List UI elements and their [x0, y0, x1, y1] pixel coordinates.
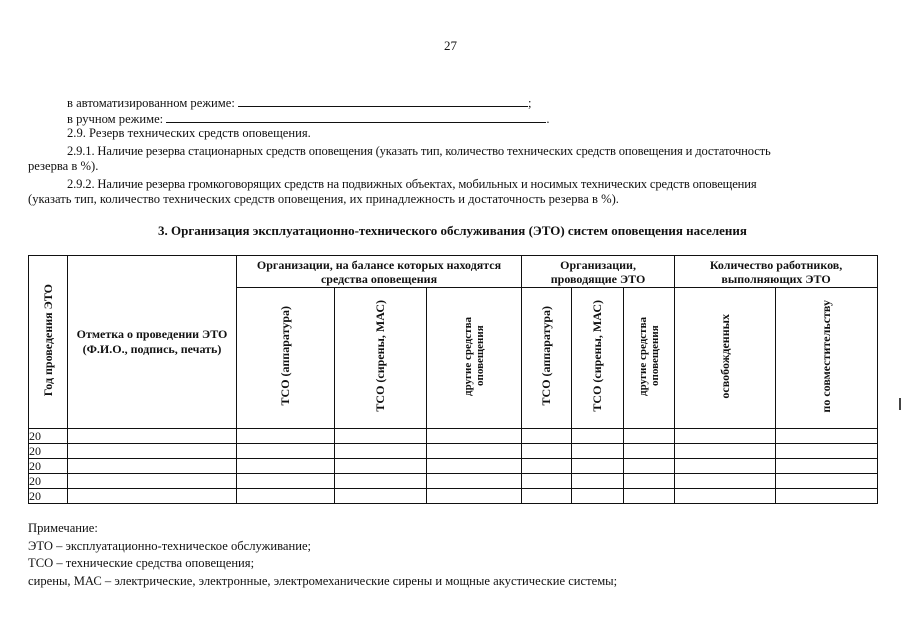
data-cell[interactable] [335, 459, 427, 474]
table-row [29, 459, 878, 474]
data-cell[interactable] [335, 489, 427, 504]
data-cell[interactable] [237, 429, 335, 444]
header-group-eto: Организации, проводящие ЭТО [522, 256, 675, 288]
data-cell[interactable] [572, 444, 624, 459]
data-cell[interactable] [522, 474, 572, 489]
data-cell[interactable] [572, 459, 624, 474]
header-eto-tso-hw: ТСО (аппаратура) [522, 288, 572, 429]
note-tso: ТСО – технические средства оповещения; [28, 556, 255, 570]
auto-mode-blank [238, 95, 528, 107]
data-cell[interactable] [335, 444, 427, 459]
note-eto: ЭТО – эксплуатационно-техническое обслуживание; [28, 539, 312, 553]
header-eto-tso-sirens: ТСО (сирены, МАС) [572, 288, 624, 429]
year-cell[interactable]: 20 [29, 459, 68, 474]
data-cell[interactable] [675, 459, 776, 474]
data-cell[interactable] [776, 459, 878, 474]
header-balance-other: другие средства оповещения [427, 288, 522, 429]
data-cell[interactable] [624, 429, 675, 444]
mark-cell[interactable] [68, 444, 237, 459]
data-cell[interactable] [237, 444, 335, 459]
data-cell[interactable] [776, 429, 878, 444]
data-cell[interactable] [522, 429, 572, 444]
data-cell[interactable] [427, 489, 522, 504]
year-cell[interactable]: 20 [29, 474, 68, 489]
data-cell[interactable] [776, 489, 878, 504]
paragraph-2-9-2-line2: (указать тип, количество технических средств оповещения, их принадлежность и достаточность резерва в %). [28, 192, 619, 206]
header-balance-tso-sirens: ТСО (сирены, МАС) [335, 288, 427, 429]
table-row [29, 489, 878, 504]
data-cell[interactable] [572, 429, 624, 444]
data-cell[interactable] [522, 444, 572, 459]
mark-cell[interactable] [68, 474, 237, 489]
year-cell[interactable]: 20 [29, 489, 68, 504]
header-year: Год проведения ЭТО [29, 256, 68, 429]
data-cell[interactable] [675, 474, 776, 489]
data-cell[interactable] [624, 459, 675, 474]
eto-table [28, 255, 878, 504]
paragraph-2-9-2-line1: 2.9.2. Наличие резерва громкоговорящих средств на подвижных объектах, мобильных и носимых технических средств оповещения [67, 177, 757, 191]
header-workers-exempt: освобожденных [675, 288, 776, 429]
data-cell[interactable] [522, 489, 572, 504]
header-balance-tso-hw: ТСО (аппаратура) [237, 288, 335, 429]
section-heading: 3. Организация эксплуатационно-технического обслуживания (ЭТО) систем оповещения населения [158, 223, 747, 238]
data-cell[interactable] [624, 444, 675, 459]
year-cell[interactable]: 20 [29, 429, 68, 444]
data-cell[interactable] [624, 474, 675, 489]
note-sirens: сирены, МАС – электрические, электронные, электромеханические сирены и мощные акустические системы; [28, 574, 618, 588]
note-title: Примечание: [28, 521, 98, 535]
year-cell[interactable]: 20 [29, 444, 68, 459]
header-group-balance: Организации, на балансе которых находятся средства оповещения [237, 256, 522, 288]
data-cell[interactable] [675, 444, 776, 459]
data-cell[interactable] [237, 459, 335, 474]
header-workers-part-time: по совместительству [776, 288, 878, 429]
mark-cell[interactable] [68, 489, 237, 504]
header-group-workers: Количество работников, выполняющих ЭТО [675, 256, 878, 288]
data-cell[interactable] [427, 444, 522, 459]
table-row [29, 444, 878, 459]
auto-mode-line [67, 95, 531, 111]
mark-cell[interactable] [68, 429, 237, 444]
data-cell[interactable] [237, 474, 335, 489]
data-cell[interactable] [427, 459, 522, 474]
mark-cell[interactable] [68, 459, 237, 474]
table-row [29, 429, 878, 444]
scan-edge-mark [899, 398, 901, 410]
data-cell[interactable] [776, 444, 878, 459]
header-eto-other: другие средства оповещения [624, 288, 675, 429]
data-cell[interactable] [237, 489, 335, 504]
auto-mode-end: ; [527, 96, 532, 110]
paragraph-2-9: 2.9. Резерв технических средств оповещения. [67, 126, 311, 140]
data-cell[interactable] [427, 429, 522, 444]
manual-mode-blank [166, 111, 546, 123]
manual-mode-label: в ручном режиме: [67, 112, 164, 126]
page-number: 27 [444, 38, 457, 53]
paragraph-2-9-1-line2: резерва в %). [28, 159, 99, 173]
manual-mode-end: . [546, 112, 550, 126]
paragraph-2-9-1-line1: 2.9.1. Наличие резерва стационарных средств оповещения (указать тип, количество технических средств оповещения и достаточность [67, 144, 771, 158]
table-row [29, 474, 878, 489]
data-cell[interactable] [572, 489, 624, 504]
auto-mode-label: в автоматизированном режиме: [67, 96, 235, 110]
data-cell[interactable] [675, 429, 776, 444]
data-cell[interactable] [776, 474, 878, 489]
data-cell[interactable] [522, 459, 572, 474]
data-cell[interactable] [624, 489, 675, 504]
manual-mode-line [67, 111, 549, 127]
data-cell[interactable] [572, 474, 624, 489]
data-cell[interactable] [335, 474, 427, 489]
data-cell[interactable] [335, 429, 427, 444]
data-cell[interactable] [675, 489, 776, 504]
data-cell[interactable] [427, 474, 522, 489]
header-mark: Отметка о проведении ЭТО (Ф.И.О., подпись, печать) [68, 256, 237, 429]
